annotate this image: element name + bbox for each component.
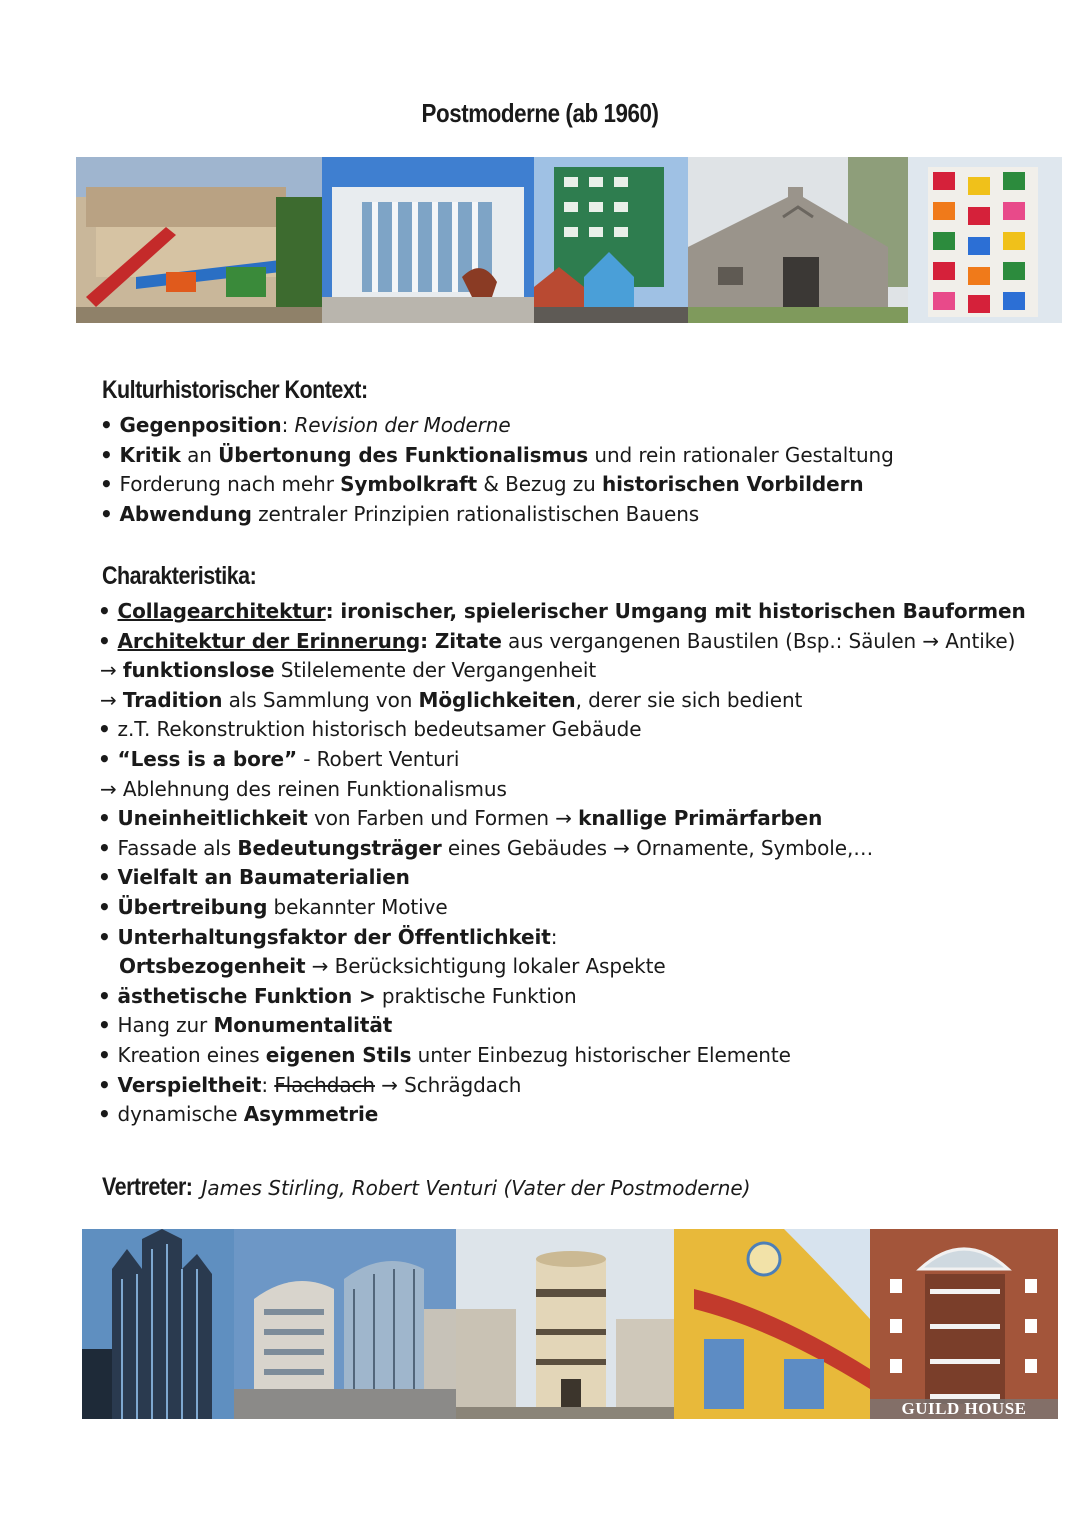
photo-guild-house [870,1229,1058,1419]
list-item: • ästhetische Funktion > praktische Funktion [100,982,1002,1012]
list-item: • z.T. Rekonstruktion historisch bedeutsamer Gebäude [100,715,1002,745]
photo-staatsgalerie-rotunde [456,1229,674,1419]
list-item: • Unterhaltungsfaktor der Öffentlichkeit: [100,923,1002,953]
kontext-list [102,411,1002,529]
heading-kontext: Kulturhistorischer Kontext: [102,376,368,404]
list-item: → Ablehnung des reinen Funktionalismus [100,775,1002,805]
photo-haas-haus [234,1229,456,1419]
photo-inntel [534,157,688,323]
list-item: • Verspieltheit: Flachdach → Schrägdach [100,1071,1002,1101]
list-item: • Fassade als Bedeutungsträger eines Gebäudes → Ornamente, Symbole,… [100,834,1002,864]
photo-vanna-venturi-house [688,157,908,323]
bottom-photo-strip [82,1229,1058,1419]
guild-house-label: GUILD HOUSE [870,1399,1058,1419]
charakteristika-list [100,597,1026,1130]
top-photo-strip [76,157,1062,323]
photo-balkonhaus [908,157,1062,323]
list-item: • Kreation eines eigenen Stils unter Einbezug historischer Elemente [100,1041,1002,1071]
list-item: • dynamische Asymmetrie [100,1100,1002,1130]
list-item: • Architektur der Erinnerung: Zitate aus vergangenen Baustilen (Bsp.: Säulen → Antike) [100,627,1002,657]
vertreter-names: James Stirling, Robert Venturi (Vater der Postmoderne) [201,1176,751,1200]
photo-kanzleramt [322,157,534,323]
page-title: Postmoderne (ab 1960) [421,98,659,128]
vertreter-label: Vertreter: [102,1173,193,1201]
section-charakteristika [102,562,1026,1130]
list-item: → funktionslose Stilelemente der Vergangenheit [100,656,1002,686]
vertreter-line [102,1173,751,1202]
list-item: • Uneinheitlichkeit von Farben und Formen → knallige Primärfarben [100,804,1002,834]
section-kontext [102,376,1002,529]
list-item: • Vielfalt an Baumaterialien [100,863,1002,893]
photo-museum-facade [674,1229,870,1419]
list-item: • Gegenposition: Revision der Moderne [102,411,1002,441]
list-item: • Forderung nach mehr Symbolkraft & Bezug zu historischen Vorbildern [102,470,1002,500]
list-item: • Collagearchitektur: ironischer, spielerischer Umgang mit historischen Bauformen [100,597,1002,627]
heading-charakteristika: Charakteristika: [102,562,257,590]
list-item: → Tradition als Sammlung von Möglichkeiten, derer sie sich bedient [100,686,1002,716]
photo-staatsgalerie [76,157,322,323]
list-item: • Hang zur Monumentalität [100,1011,1002,1041]
list-item: • Übertreibung bekannter Motive [100,893,1002,923]
list-item: • Abwendung zentraler Prinzipien rationalistischen Bauens [102,500,1002,530]
photo-ppg-place [82,1229,234,1419]
list-item: Ortsbezogenheit → Berücksichtigung lokaler Aspekte [119,954,666,979]
list-item: • “Less is a bore” - Robert Venturi [100,745,1002,775]
list-item: • Kritik an Übertonung des Funktionalismus und rein rationaler Gestaltung [102,441,1002,471]
